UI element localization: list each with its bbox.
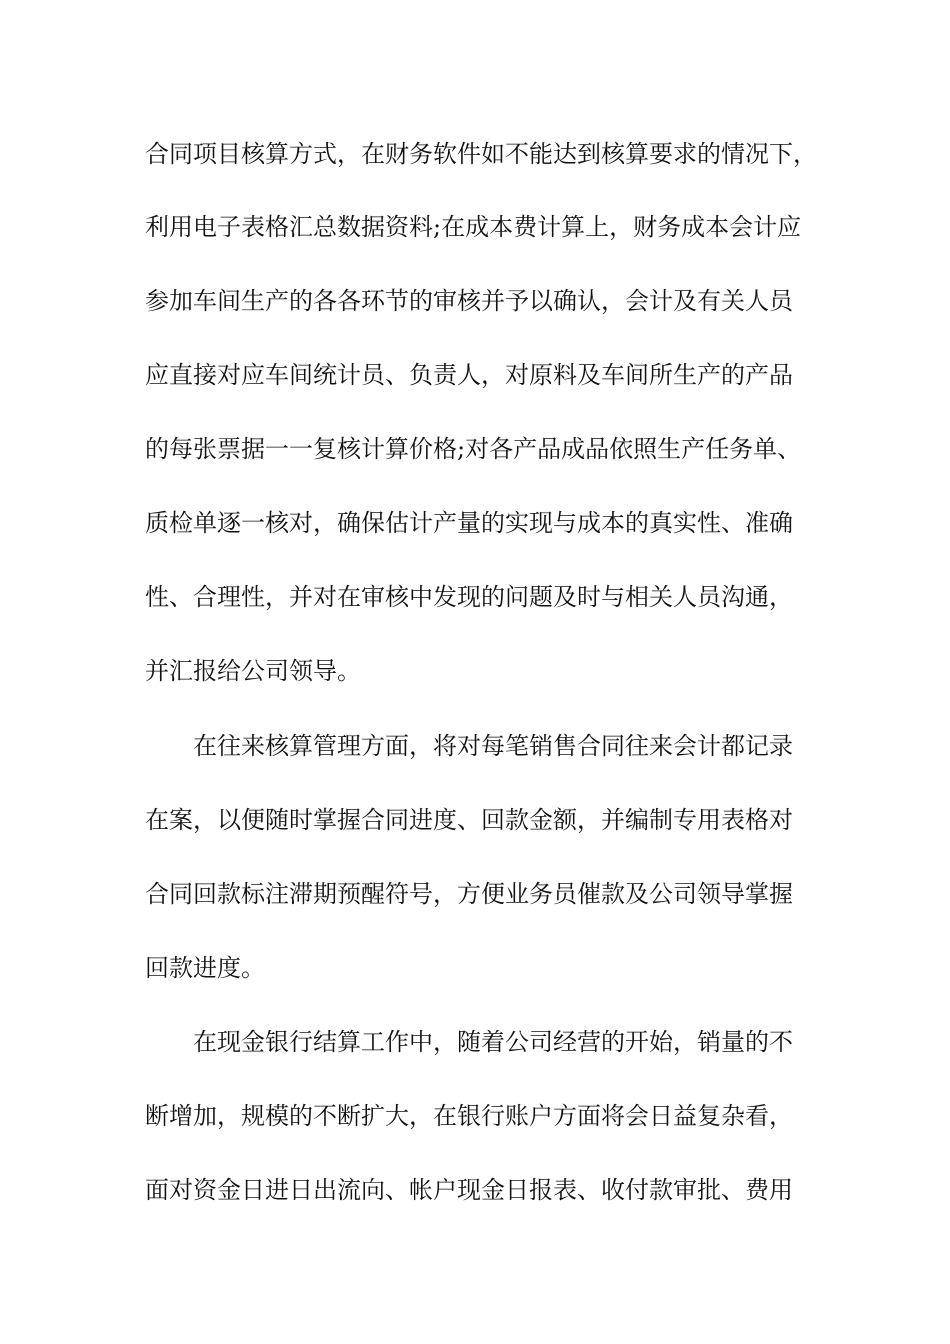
text-line-7: 性、合理性，并对在审核中发现的问题及时与相关人员沟通，: [145, 583, 793, 611]
text-line-5: 的每张票据一一复核计算价格;对各产品成品依照生产任务单、: [145, 435, 802, 463]
text-line-10: 在案，以便随时掌握合同进度、回款金额，并编制专用表格对: [145, 806, 793, 834]
paragraph-start-line-9: 在往来核算管理方面，将对每笔销售合同往来会计都记录: [193, 732, 793, 760]
paragraph-start-line-13: 在现金银行结算工作中，随着公司经营的开始，销量的不: [193, 1028, 793, 1056]
text-line-3: 参加车间生产的各各环节的审核并予以确认，会计及有关人员: [145, 287, 793, 315]
text-line-1: 合同项目核算方式，在财务软件如不能达到核算要求的情况下，: [145, 140, 817, 168]
text-line-11: 合同回款标注滞期预醒符号，方便业务员催款及公司领导掌握: [145, 880, 793, 908]
text-line-15: 面对资金日进日出流向、帐户现金日报表、收付款审批、费用: [145, 1176, 793, 1204]
text-line-8: 并汇报给公司领导。: [145, 657, 361, 685]
text-line-6: 质检单逐一核对，确保估计产量的实现与成本的真实性、准确: [145, 509, 793, 537]
text-line-2: 利用电子表格汇总数据资料;在成本费计算上，财务成本会计应: [145, 213, 802, 241]
text-line-4: 应直接对应车间统计员、负责人，对原料及车间所生产的产品: [145, 361, 793, 389]
text-line-12: 回款进度。: [145, 954, 265, 982]
text-line-14: 断增加，规模的不断扩大，在银行账户方面将会日益复杂看，: [145, 1102, 793, 1130]
